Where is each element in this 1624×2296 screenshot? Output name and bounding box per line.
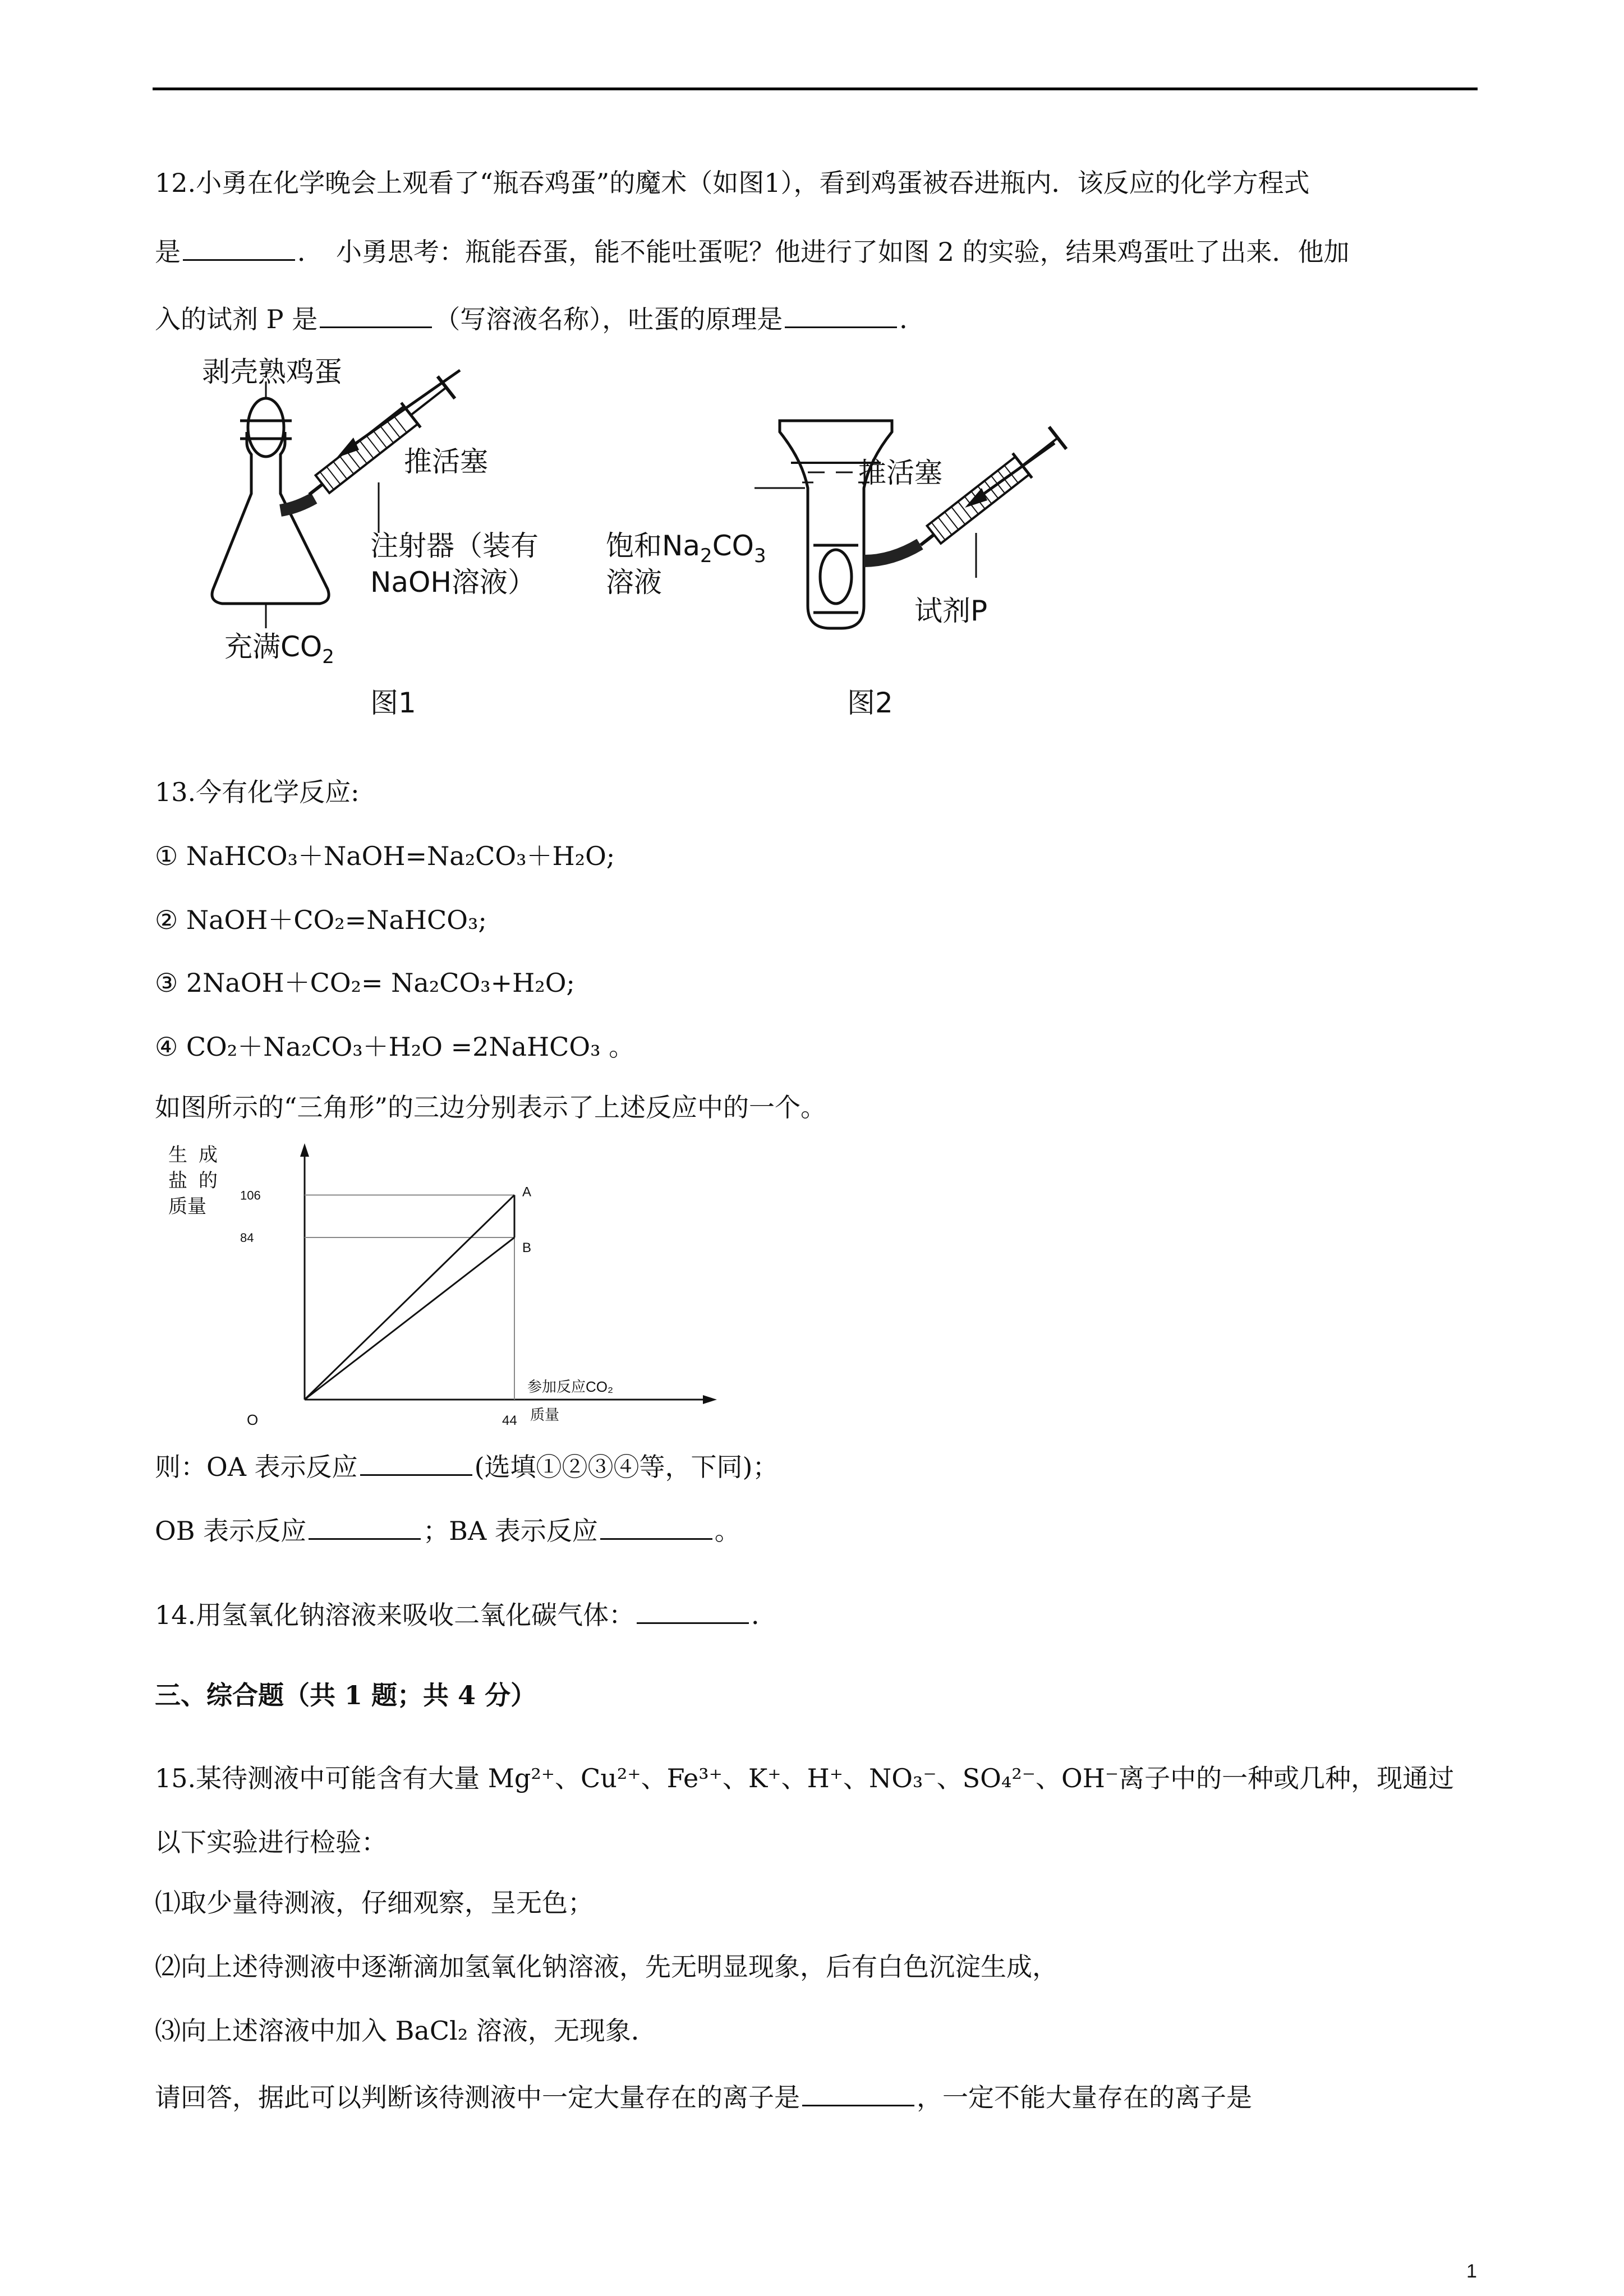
q12-line1: 12.小勇在化学晚会上观看了“瓶吞鸡蛋”的魔术（如图1），看到鸡蛋被吞进瓶内．该反应的化学方程式 — [155, 168, 1310, 198]
co2-label: 充满$CO_2$ — [224, 631, 334, 668]
figure-2 — [755, 421, 1068, 628]
answer-blank[interactable] — [600, 1513, 712, 1540]
q15-answer: 请回答，据此可以判断该待测液中一定大量存在的离子是 ，一定不能大量存在的离子是 — [155, 2080, 1252, 2114]
segment-OA — [305, 1195, 514, 1400]
flask — [212, 432, 329, 604]
origin-label: O — [247, 1411, 259, 1428]
q12-line2: 是 ． 小勇思考：瓶能吞蛋，能不能吐蛋呢？他进行了如图 2 的实验，结果鸡蛋吐了出来．他加 — [155, 234, 1350, 269]
q15-step-1: ⑴取少量待测液，仔细观察，呈无色； — [155, 1888, 594, 1918]
plunger-label-2: 推活塞 — [858, 457, 942, 489]
point-label-A: A — [522, 1184, 532, 1200]
figure-2-caption: 图2 — [847, 687, 893, 719]
answer-blank[interactable] — [309, 1513, 421, 1540]
q13-answer-2: OB 表示反应 ；BA 表示反应 。 — [155, 1513, 740, 1548]
reagent-label: 试剂P — [914, 595, 988, 627]
arrow-2 — [976, 443, 1055, 499]
y-axis-label: 生成 — [168, 1144, 229, 1166]
q15-step-2: ⑵向上述待测液中逐渐滴加氢氧化钠溶液，先无明显现象，后有白色沉淀生成， — [155, 1952, 1058, 1982]
y-tick-label: 84 — [240, 1231, 254, 1245]
q12-line3: 入的试剂 P 是 （写溶液名称），吐蛋的原理是 ． — [155, 302, 925, 336]
reaction-1: ① NaHCO₃＋NaOH=Na₂CO₃＋H₂O; — [155, 841, 615, 871]
x-axis-label-2: 质量 — [530, 1406, 560, 1423]
reaction-2: ② NaOH＋CO₂=NaHCO₃; — [155, 905, 487, 935]
egg — [248, 398, 284, 457]
solution-label: 溶液 — [606, 566, 662, 599]
arrow-1 — [348, 370, 460, 449]
saturated-label: 饱和$Na_2CO_3$ — [606, 530, 766, 567]
answer-blank[interactable] — [802, 2080, 914, 2106]
figure-1-caption: 图1 — [370, 687, 416, 719]
tube-2 — [864, 544, 920, 561]
x-tick-label: 44 — [502, 1413, 517, 1428]
syringe-label-2: NaOH溶液） — [370, 566, 536, 599]
egg-label: 剥壳熟鸡蛋 — [202, 356, 342, 388]
q12-figures — [168, 348, 1122, 729]
plunger-label-1: 推活塞 — [404, 445, 488, 478]
y-axis-label: 盐的 — [168, 1170, 229, 1191]
answer-blank[interactable] — [785, 302, 897, 328]
bottle — [780, 421, 892, 628]
answer-blank[interactable] — [637, 1598, 749, 1624]
y-axis-label: 质量 — [168, 1196, 206, 1217]
reaction-3: ③ 2NaOH＋CO₂= Na₂CO₃+H₂O; — [155, 968, 575, 998]
answer-blank[interactable] — [320, 302, 432, 328]
q15-line1: 15.某待测液中可能含有大量 Mg²⁺、Cu²⁺、Fe³⁺、K⁺、H⁺、NO₃⁻、SO₄²⁻、OH⁻离子中的一种或几种，现通过 — [155, 1763, 1455, 1793]
q14: 14.用氢氧化钠溶液来吸收二氧化碳气体： ． — [155, 1598, 777, 1632]
q13-answer-1: 则：OA 表示反应 (选填①②③④等，下同)； — [155, 1450, 778, 1484]
answer-blank[interactable] — [360, 1450, 472, 1476]
answer-blank[interactable] — [183, 234, 295, 261]
point-label-B: B — [522, 1240, 532, 1256]
q15-line2: 以下实验进行检验： — [155, 1827, 387, 1857]
header-rule — [153, 88, 1478, 90]
x-axis-arrow — [703, 1395, 717, 1404]
syringe-1 — [300, 375, 456, 507]
y-axis-arrow — [300, 1143, 309, 1157]
page-number: 1 — [1466, 2261, 1477, 2282]
section-3-title: 三、综合题（共 1 题；共 4 分） — [155, 1680, 537, 1710]
syringe-label-1: 注射器（装有 — [370, 530, 539, 562]
q13-intro: 13.今有化学反应: — [155, 777, 360, 807]
reaction-chart — [157, 1139, 740, 1436]
reaction-4: ④ CO₂＋Na₂CO₃＋H₂O =2NaHCO₃ 。 — [155, 1032, 635, 1062]
segment-OB — [305, 1237, 514, 1400]
q13-description: 如图所示的“三角形”的三边分别表示了上述反应中的一个。 — [155, 1092, 827, 1122]
x-axis-label: 参加反应CO₂ — [527, 1378, 614, 1395]
egg-2 — [820, 550, 852, 604]
tube-1 — [280, 498, 314, 510]
q15-step-3: ⑶向上述溶液中加入 BaCl₂ 溶液，无现象． — [155, 2016, 657, 2046]
y-tick-label: 106 — [240, 1188, 261, 1203]
